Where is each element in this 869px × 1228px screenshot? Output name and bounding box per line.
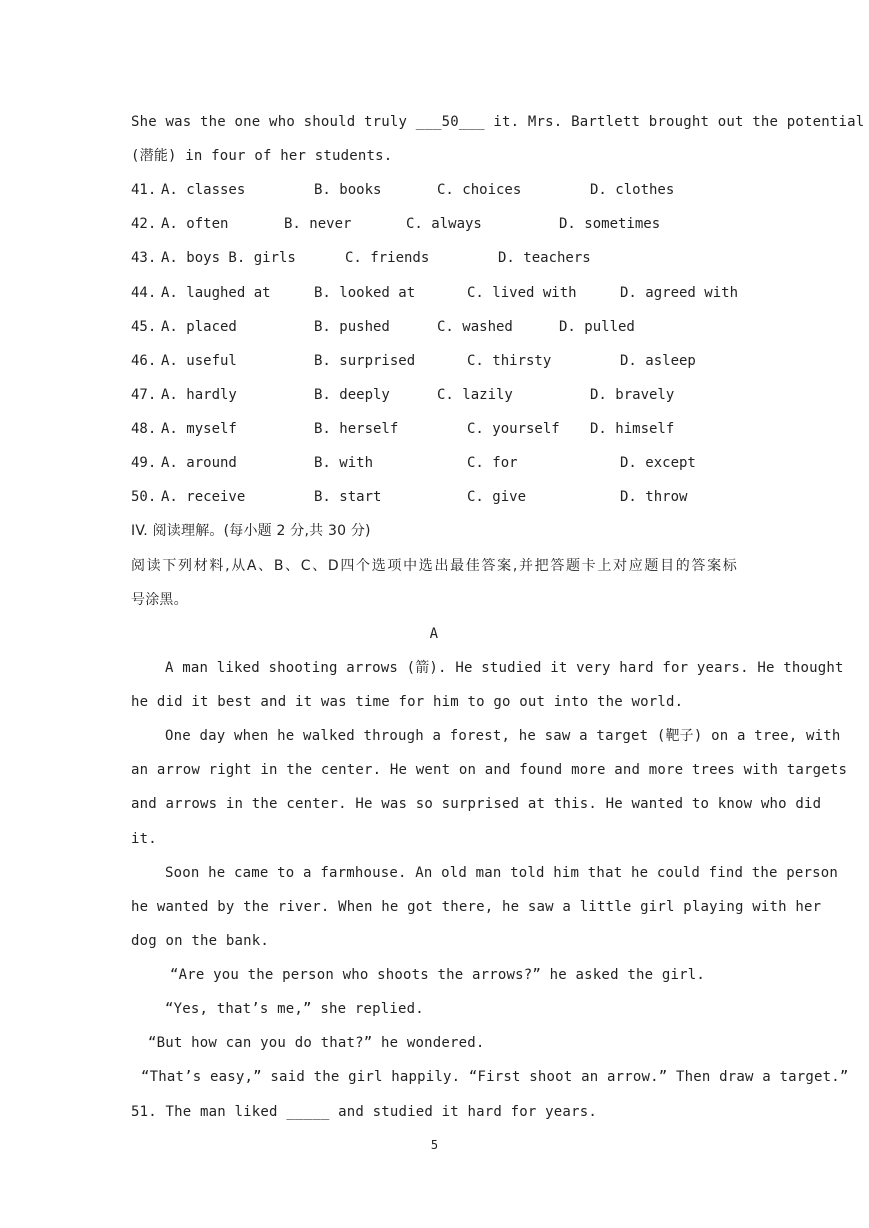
option-a: A. around xyxy=(161,455,237,471)
option-a: A. myself xyxy=(161,421,237,437)
question-number: 42. xyxy=(131,216,157,232)
option-c: C. lived with xyxy=(467,285,577,301)
option-d: D. throw xyxy=(620,489,688,505)
option-c: C. give xyxy=(467,489,527,505)
option-d: D. himself xyxy=(590,421,675,437)
passage-line: dog on the bank. xyxy=(131,933,270,949)
option-a: A. placed xyxy=(161,319,237,335)
option-c: C. yourself xyxy=(467,421,560,437)
option-d: D. bravely xyxy=(590,387,675,403)
option-d: D. sometimes xyxy=(559,216,661,232)
option-c: C. for xyxy=(467,455,518,471)
instruction-line-1: 阅读下列材料,从A、B、C、D四个选项中选出最佳答案,并把答题卡上对应题目的答案标 xyxy=(131,558,737,574)
passage-line: an arrow right in the center. He went on and found more and more trees with targets xyxy=(131,762,848,778)
passage-line: he did it best and it was time for him to go out into the world. xyxy=(131,694,684,710)
option-b: B. books xyxy=(314,182,382,198)
passage-line: One day when he walked through a forest, he saw a target (靶子) on a tree, with xyxy=(165,728,841,744)
passage-line: and arrows in the center. He was so surprised at this. He wanted to know who did xyxy=(131,796,822,812)
intro-line-1: She was the one who should truly ___50___ it. Mrs. Bartlett brought out the potential xyxy=(131,114,865,130)
option-a: A. often xyxy=(161,216,229,232)
option-b: B. looked at xyxy=(314,285,416,301)
option-b: B. pushed xyxy=(314,319,390,335)
option-a: A. laughed at xyxy=(161,285,271,301)
section-heading: IV. 阅读理解。(每小题 2 分,共 30 分) xyxy=(131,523,371,539)
dialogue-line: “Are you the person who shoots the arrows?” he asked the girl. xyxy=(170,967,705,983)
option-d: D. clothes xyxy=(590,182,675,198)
option-d: D. pulled xyxy=(559,319,635,335)
intro-line-2: (潜能) in four of her students. xyxy=(131,148,393,164)
question-number: 50. xyxy=(131,489,157,505)
question-number: 44. xyxy=(131,285,157,301)
option-a: A. useful xyxy=(161,353,237,369)
option-b: B. deeply xyxy=(314,387,390,403)
option-a: A. boys B. girls xyxy=(161,250,296,266)
option-c: C. washed xyxy=(437,319,513,335)
instruction-line-2: 号涂黑。 xyxy=(131,592,188,608)
question-number: 49. xyxy=(131,455,157,471)
option-d: D. except xyxy=(620,455,696,471)
dialogue-line: “Yes, that’s me,” she replied. xyxy=(165,1001,424,1017)
passage-label: A xyxy=(429,626,439,642)
option-d: D. asleep xyxy=(620,353,696,369)
option-a: A. hardly xyxy=(161,387,237,403)
option-b: B. herself xyxy=(314,421,399,437)
option-a: A. classes xyxy=(161,182,246,198)
question-number: 48. xyxy=(131,421,157,437)
option-c: C. always xyxy=(406,216,482,232)
question-number: 43. xyxy=(131,250,157,266)
question-number: 41. xyxy=(131,182,157,198)
passage-line: he wanted by the river. When he got there, he saw a little girl playing with her xyxy=(131,899,822,915)
option-b: B. never xyxy=(284,216,352,232)
question-number: 47. xyxy=(131,387,157,403)
question-number: 45. xyxy=(131,319,157,335)
option-c: C. friends xyxy=(345,250,430,266)
passage-line: it. xyxy=(131,831,157,847)
option-c: C. choices xyxy=(437,182,522,198)
option-b: B. with xyxy=(314,455,374,471)
dialogue-line: “But how can you do that?” he wondered. xyxy=(148,1035,485,1051)
option-d: D. teachers xyxy=(498,250,591,266)
passage-line: Soon he came to a farmhouse. An old man told him that he could find the person xyxy=(165,865,839,881)
option-c: C. lazily xyxy=(437,387,513,403)
page-number: 5 xyxy=(430,1138,439,1152)
dialogue-line: “That’s easy,” said the girl happily. “First shoot an arrow.” Then draw a target.” xyxy=(141,1069,849,1085)
option-c: C. thirsty xyxy=(467,353,552,369)
option-b: B. start xyxy=(314,489,382,505)
option-a: A. receive xyxy=(161,489,246,505)
passage-line: A man liked shooting arrows (箭). He studied it very hard for years. He thought xyxy=(165,660,844,676)
option-b: B. surprised xyxy=(314,353,416,369)
question-51: 51. The man liked _____ and studied it hard for years. xyxy=(131,1104,597,1120)
question-number: 46. xyxy=(131,353,157,369)
option-d: D. agreed with xyxy=(620,285,739,301)
